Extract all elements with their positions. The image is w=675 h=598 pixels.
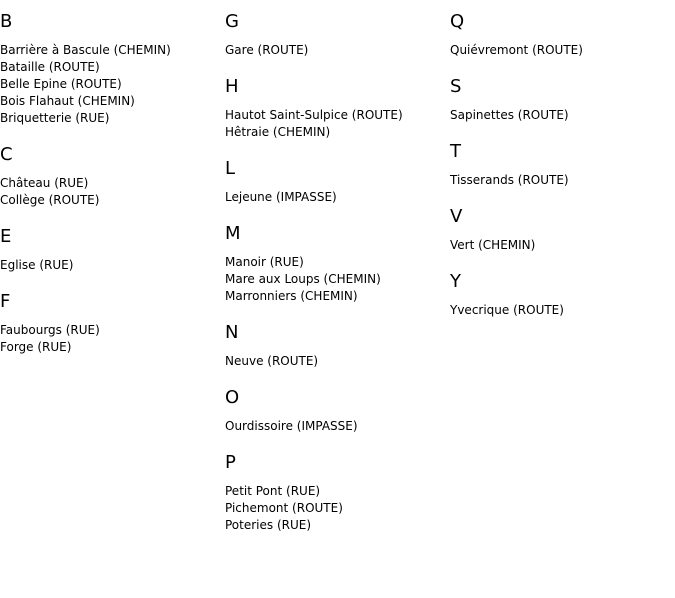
street-link[interactable]: Faubourgs (RUE) (0, 323, 100, 337)
letter-group (225, 386, 445, 435)
street-link[interactable]: Neuve (ROUTE) (225, 354, 319, 368)
section-letter-heading: G (225, 11, 239, 32)
street-link[interactable]: Pichemont (ROUTE) (225, 501, 343, 515)
street-link[interactable]: Petit Pont (RUE) (225, 484, 321, 498)
street-link[interactable]: Poteries (RUE) (225, 518, 312, 532)
section-letter-heading: O (225, 387, 240, 408)
letter-group (0, 10, 220, 127)
street-link[interactable]: Lejeune (IMPASSE) (225, 190, 337, 204)
section-letter-heading: T (450, 141, 461, 162)
street-link[interactable]: Belle Epine (ROUTE) (0, 77, 122, 91)
street-link[interactable]: Ourdissoire (IMPASSE) (225, 419, 358, 433)
street-link[interactable]: Bois Flahaut (CHEMIN) (0, 94, 135, 108)
street-index-column-1 (0, 10, 220, 372)
street-link[interactable]: Hautot Saint-Sulpice (ROUTE) (225, 108, 403, 122)
letter-group (225, 321, 445, 370)
street-link[interactable]: Manoir (RUE) (225, 255, 304, 269)
section-letter-heading: M (225, 223, 241, 244)
section-letter-heading: L (225, 158, 236, 179)
section-letter-heading: N (225, 322, 239, 343)
street-link[interactable]: Briquetterie (RUE) (0, 111, 110, 125)
letter-group (225, 75, 445, 141)
street-link[interactable]: Barrière à Bascule (CHEMIN) (0, 43, 171, 57)
letter-group (450, 10, 670, 59)
letter-group (450, 75, 670, 124)
street-link[interactable]: Vert (CHEMIN) (450, 238, 536, 252)
street-index-column-3 (450, 10, 670, 335)
section-letter-heading: H (225, 76, 239, 97)
letter-group (225, 157, 445, 206)
street-link[interactable]: Tisserands (ROUTE) (450, 173, 569, 187)
street-link[interactable]: Collège (ROUTE) (0, 193, 100, 207)
street-link[interactable]: Gare (ROUTE) (225, 43, 309, 57)
street-link[interactable]: Château (RUE) (0, 176, 89, 190)
street-link[interactable]: Marronniers (CHEMIN) (225, 289, 358, 303)
section-letter-heading: S (450, 76, 462, 97)
section-letter-heading: Y (450, 271, 461, 292)
street-index-column-2 (225, 10, 445, 550)
letter-group (225, 222, 445, 305)
street-link[interactable]: Quiévremont (ROUTE) (450, 43, 583, 57)
letter-group (450, 205, 670, 254)
letter-group (450, 270, 670, 319)
letter-group (0, 143, 220, 209)
letter-group (225, 451, 445, 534)
street-link[interactable]: Hêtraie (CHEMIN) (225, 125, 331, 139)
street-link[interactable]: Bataille (ROUTE) (0, 60, 100, 74)
section-letter-heading: Q (450, 11, 465, 32)
street-link[interactable]: Sapinettes (ROUTE) (450, 108, 569, 122)
letter-group (0, 290, 220, 356)
section-letter-heading: F (0, 291, 11, 312)
street-link[interactable]: Yvecrique (ROUTE) (450, 303, 564, 317)
letter-group (0, 225, 220, 274)
street-link[interactable]: Eglise (RUE) (0, 258, 74, 272)
letter-group (225, 10, 445, 59)
section-letter-heading: V (450, 206, 463, 227)
letter-group (450, 140, 670, 189)
street-link[interactable]: Mare aux Loups (CHEMIN) (225, 272, 381, 286)
section-letter-heading: B (0, 11, 13, 32)
street-link[interactable]: Forge (RUE) (0, 340, 72, 354)
section-letter-heading: E (0, 226, 12, 247)
section-letter-heading: C (0, 144, 13, 165)
section-letter-heading: P (225, 452, 236, 473)
